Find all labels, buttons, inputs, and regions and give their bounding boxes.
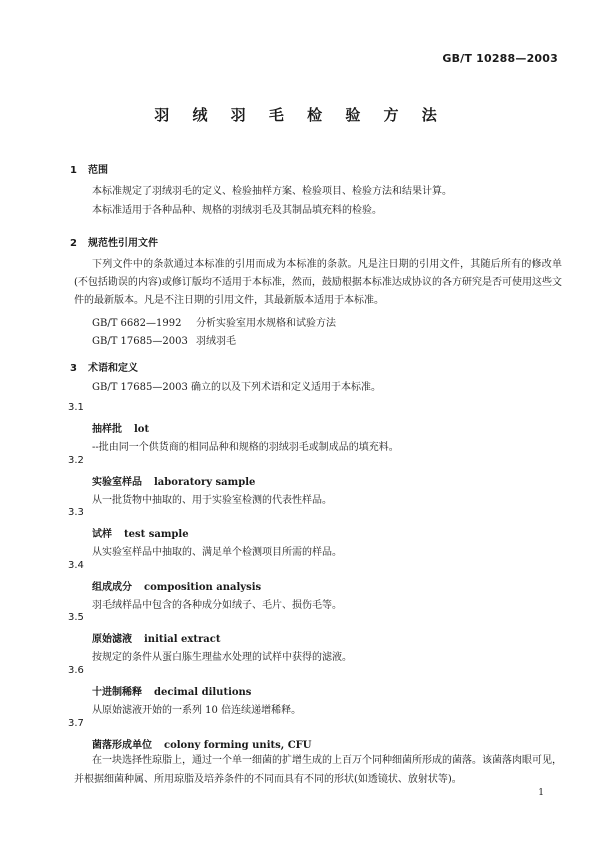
section-number: 1 — [70, 165, 77, 176]
standard-code: GB/T 10288—2003 — [442, 52, 558, 65]
term-number: 3.1 — [68, 402, 84, 413]
term-en: composition analysis — [144, 582, 262, 593]
term-definition: 从一批货物中抽取的、用于实验室检测的代表性样品。 — [92, 495, 332, 506]
term-en: decimal dilutions — [154, 687, 252, 698]
term-number: 3.7 — [68, 718, 84, 729]
reference-name: 分析实验室用水规格和试验方法 — [196, 318, 336, 329]
section-3-heading — [70, 359, 138, 374]
term-cn: 菌落形成单位 — [92, 740, 152, 751]
term-number: 3.3 — [68, 507, 84, 518]
section-title: 规范性引用文件 — [88, 238, 158, 249]
term-cn: 试样 — [92, 529, 112, 540]
term-en: lot — [134, 424, 150, 435]
term-definition: 从实验室样品中抽取的、满足单个检测项目所需的样品。 — [92, 547, 342, 558]
section-1-heading — [70, 161, 108, 176]
paragraph: 本标准适用于各种品种、规格的羽绒羽毛及其制品填充料的检验。 — [92, 205, 382, 216]
document-title: 羽 绒 羽 毛 检 验 方 法 — [154, 106, 446, 124]
paragraph: GB/T 17685—2003 确立的以及下列术语和定义适用于本标准。 — [92, 382, 381, 393]
section-title: 术语和定义 — [88, 363, 138, 374]
reference-code: GB/T 17685—2003 — [92, 336, 188, 347]
term-heading — [92, 578, 261, 593]
reference-item — [92, 314, 336, 329]
term-definition: 羽毛绒样品中包含的各种成分如绒子、毛片、损伤毛等。 — [92, 600, 342, 611]
section-2-heading — [70, 234, 158, 249]
term-cn: 实验室样品 — [92, 477, 142, 488]
reference-code: GB/T 6682—1992 — [92, 318, 182, 329]
term-en: initial extract — [144, 634, 221, 645]
term-definition: 在一块选择性琼脂上，通过一个单一细菌的扩增生成的上百万个同种细菌所形成的菌落。该菌落肉眼可见，并根据细菌种属、所用琼脂及培养条件的不同而具有不同的形状(如透镜状、放射状等)。 — [74, 755, 562, 785]
term-definition: --批由同一个供货商的相同品种和规格的羽绒羽毛或制成品的填充料。 — [92, 442, 399, 453]
reference-name: 羽绒羽毛 — [196, 336, 236, 347]
term-cn: 抽样批 — [92, 424, 122, 435]
term-en: test sample — [124, 529, 189, 540]
term-number: 3.2 — [68, 455, 84, 466]
term-heading — [92, 473, 255, 488]
paragraph: 本标准规定了羽绒羽毛的定义、检验抽样方案、检验项目、检验方法和结果计算。 — [92, 186, 452, 197]
reference-item — [92, 332, 236, 347]
page-number: 1 — [538, 788, 544, 798]
term-en: laboratory sample — [154, 477, 256, 488]
term-heading — [92, 683, 251, 698]
section-number: 3 — [70, 363, 77, 374]
term-heading — [92, 420, 149, 435]
term-cn: 组成成分 — [92, 582, 132, 593]
term-definition: 从原始滤液开始的一系列 10 倍连续递增稀释。 — [92, 705, 302, 716]
term-heading — [92, 525, 189, 540]
term-cn: 十进制稀释 — [92, 687, 142, 698]
paragraph: 下列文件中的条款通过本标准的引用而成为本标准的条款。凡是注日期的引用文件，其随后所有的修改单(不包括勘误的内容)或修订版均不适用于本标准，然而，鼓励根据本标准达成协议的各方研究是否可使用这些文件的最新版本。凡是不注日期的引用文件，其最新版本适用于本标准。 — [74, 259, 562, 306]
term-number: 3.5 — [68, 612, 84, 623]
term-heading — [92, 630, 220, 645]
term-cn: 原始滤液 — [92, 634, 132, 645]
term-definition: 按规定的条件从蛋白胨生理盐水处理的试样中获得的滤液。 — [92, 652, 352, 663]
section-number: 2 — [70, 238, 77, 249]
section-title: 范围 — [88, 165, 108, 176]
term-en: colony forming units, CFU — [164, 740, 312, 751]
term-number: 3.4 — [68, 560, 84, 571]
term-number: 3.6 — [68, 665, 84, 676]
term-heading — [92, 736, 312, 751]
